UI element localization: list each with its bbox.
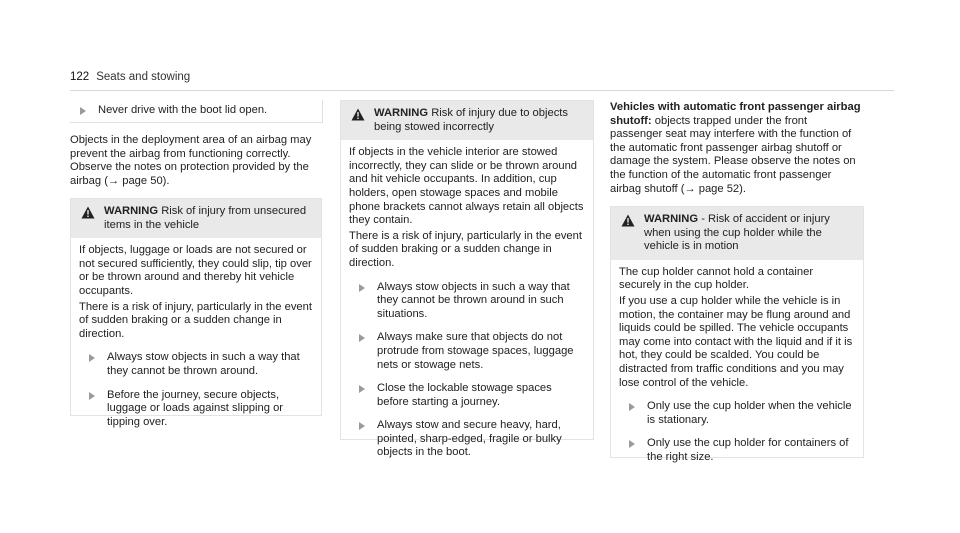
warning-title-text: - Risk of accident or injury when using the cup holder while the vehicle is in motion <box>644 213 830 253</box>
arrow-bullet-icon <box>89 354 95 362</box>
warning-body-text: If you use a cup holder while the vehicle is in motion, the container may be flung around and liquids could be spilled. The vehicle occupants may come into contact with the liquid and if it is hot, they could be scalded. You could be distracted from traffic conditions and you may lose control of the vehicle. <box>619 294 853 389</box>
list-item <box>629 400 855 427</box>
section-title: Seats and stowing <box>96 71 191 83</box>
warning-header <box>71 199 321 238</box>
airbag-paragraph <box>70 134 322 188</box>
warning-body-text: The cup holder cannot hold a container securely in the cup holder. <box>619 265 814 292</box>
warning-box-unsecured-items <box>70 198 322 428</box>
list-item <box>359 331 585 372</box>
arrow-bullet-icon <box>629 403 635 411</box>
bullet-text: Always stow objects in such a way that they cannot be thrown around. <box>107 351 300 377</box>
bullet-text: Never drive with the boot lid open. <box>98 104 268 116</box>
bullet-text: Only use the cup holder when the vehicle is stationary. <box>647 400 852 426</box>
bullet-text: Always make sure that objects do not protrude from stowage spaces, luggage nets or stowage nets. <box>377 331 574 371</box>
list-item <box>359 382 585 409</box>
warning-body <box>611 260 863 465</box>
arrow-bullet-icon <box>359 284 365 292</box>
warning-title <box>644 213 855 254</box>
warning-box-stowed-incorrectly <box>340 100 594 459</box>
bullet-text: Close the lockable stowage spaces before starting a journey. <box>377 382 552 408</box>
list-item <box>359 281 585 322</box>
paragraph-text: Objects in the deployment area of an airbag may prevent the airbag from functioning correctly. Observe the notes on protection provided by the airbag (→ page 50). <box>70 134 312 187</box>
warning-body <box>341 140 593 460</box>
warning-title <box>374 107 585 134</box>
airbag-shutoff-paragraph <box>610 101 862 196</box>
arrow-bullet-icon <box>629 440 635 448</box>
warning-label: WARNING <box>104 205 159 217</box>
warning-triangle-icon <box>621 214 635 227</box>
paragraph-heading: Vehicles with automatic front passenger airbag shutoff: <box>610 101 861 127</box>
paragraph-text <box>610 101 862 196</box>
arrow-bullet-icon <box>80 107 86 115</box>
list-item <box>359 419 585 460</box>
arrow-bullet-icon <box>89 392 95 400</box>
warning-title <box>104 205 313 232</box>
page-header <box>70 71 894 85</box>
warning-header <box>611 207 863 260</box>
bullet-text: Only use the cup holder for containers of the right size. <box>647 437 849 463</box>
warning-body-text: If objects in the vehicle interior are stowed incorrectly, they can slide or be thrown around and hit vehicle occupants. In addition, cup holders, open stowage spaces and mobile phone brackets cannot always retain all objects they contain. <box>349 146 584 227</box>
arrow-bullet-icon <box>359 422 365 430</box>
warning-label: WARNING <box>644 213 699 225</box>
warning-label: WARNING <box>374 107 429 119</box>
paragraph-body: objects trapped under the front passenger seat may interfere with the function of the automatic front passenger airbag shutoff or damage the system. Please observe the notes on the function of the automatic front passenger airbag shutoff (→ page 52). <box>610 114 856 195</box>
bullet-text: Always stow and secure heavy, hard, pointed, sharp-edged, fragile or bulky objects in the boot. <box>377 419 562 459</box>
header-divider <box>70 90 894 91</box>
warning-title-text: Risk of injury from unsecured items in the vehicle <box>104 205 307 231</box>
boot-lid-note <box>70 100 323 123</box>
warning-header <box>341 101 593 140</box>
warning-body <box>71 238 321 429</box>
list-item <box>89 351 313 378</box>
bullet-text: Always stow objects in such a way that they cannot be thrown around in such situations. <box>377 280 570 320</box>
list-item <box>70 100 322 118</box>
warning-triangle-icon <box>81 206 95 219</box>
warning-box-cup-holder <box>610 206 864 463</box>
page-number: 122 <box>70 71 90 83</box>
warning-body-text: There is a risk of injury, particularly in the event of sudden braking or a sudden change in direction. <box>79 300 312 340</box>
warning-title-text: Risk of injury due to objects being stowed incorrectly <box>374 107 568 133</box>
list-item <box>89 389 313 430</box>
warning-body-text: There is a risk of injury, particularly in the event of sudden braking or a sudden change in direction. <box>349 229 582 269</box>
list-item <box>629 437 855 464</box>
bullet-text: Before the journey, secure objects, luggage or loads against slipping or tipping over. <box>107 388 284 428</box>
arrow-bullet-icon <box>359 385 365 393</box>
warning-triangle-icon <box>351 108 365 121</box>
warning-body-text: If objects, luggage or loads are not secured or not secured sufficiently, they could slip, tip over or be thrown around and thereby hit vehicle occupants. <box>79 244 312 297</box>
arrow-bullet-icon <box>359 334 365 342</box>
